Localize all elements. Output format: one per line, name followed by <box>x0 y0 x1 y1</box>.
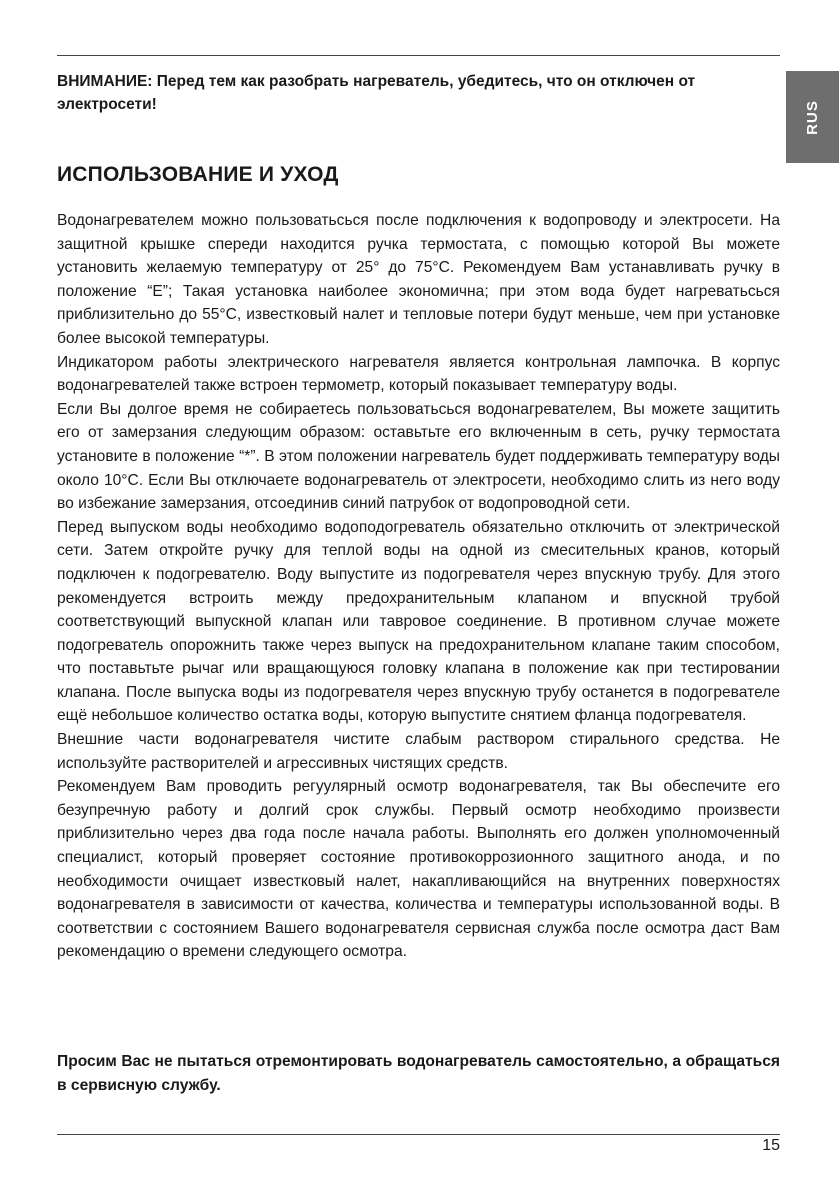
paragraph: Если Вы долгое время не собираетесь пользоватьсься водонагревателем, Вы можете защитить его от замерзания следующим образом: оставьтьте его включенным в сеть, ручку термостата установите в положение “*”. В этом положении нагреватель будет поддерживать температуру воды около 10°С. Если Вы отключаете водонагреватель от электросети, необходимо слить из него воду во избежание замерзания, отсоединив синий патрубок от водопроводной сети. <box>57 400 780 513</box>
paragraph: Внешние части водонагревателя чистите слабым раствором стирального средства. Не используйте растворителей и агрессивных чистящих средств. <box>57 731 780 772</box>
language-tab <box>786 71 839 163</box>
body-text <box>57 209 780 964</box>
footer-rule <box>57 1134 780 1135</box>
paragraph: Водонагревателем можно пользоватьсься после подключения к водопроводу и электросети. На защитной крышке спереди находится ручка термостата, с помощью которой Вы можете установить желаемую температуру от 25° до 75°С. Рекомендуем Вам устанавливать ручку в положение “E”; Такая установка наиболее экономична; при этом вода будет нагреватьсься приблизительно до 55°С, известковый налет и тепловые потери будут меньше, чем при установке более высокой температуры. <box>57 212 780 347</box>
warning-text: ВНИМАНИЕ: Перед тем как разобрать нагреватель, убедитесь, что он отключен от электросети! <box>57 73 696 113</box>
paragraph: Рекомендуем Вам проводить регуулярный осмотр водонагревателя, так Вы обеспечите его безупречную работу и долгий срок службы. Первый осмотр необходимо произвести приблизительно через два года после начала работы. Выполнять его должен уполномоченный специалист, который проверяет состояние противокоррозионного защитного анода, и по необходимости очищает известковый налет, накапливающийся на внутренних поверхностях водонагревателя в зависимости от качества, количества и температуры использованной воды. В соответствии с состоянием Вашего водонагревателя сервисная служба после осмотра даст Вам рекомендацию о времени следующего осмотра. <box>57 778 780 961</box>
paragraph: Перед выпуском воды необходимо водоподогреватель обязательно отключить от электрической сети. Затем откройте ручку для теплой воды на одной из смесительных кранов, который подключен к подогревателю. Воду выпустите из подогревателя через впускную трубу. Для этого рекомендуется встроить между предохранительным клапаном и впускной трубой соответствующий выпускной клапан или тавровое соединение. В противном случае можете подогреватель опорожнить также через выпуск на предохранительном клапане таким способом, что поставьтьте рычаг или вращающуюся головку клапана в положение как при тестировании клапана. После выпуска воды из подогревателя через впускную трубу останется в подогревателе ещё небольшое количество остатка воды, которую выпустите снятием фланца подогревателя. <box>57 518 780 725</box>
service-notice: Просим Вас не пытаться отремонтировать водонагреватель самостоятельно, а обращаться в сервисную службу. <box>57 1053 780 1094</box>
language-tab-label: RUS <box>803 99 821 135</box>
paragraph: Индикатором работы электрического нагревателя является контрольная лампочка. В корпус водонагревателей также встроен термометр, который показывает температуру воды. <box>57 353 780 395</box>
header-rule <box>57 55 780 56</box>
section-title: ИСПОЛЬЗОВАНИЕ И УХОД <box>57 163 339 186</box>
page-number: 15 <box>762 1137 780 1154</box>
